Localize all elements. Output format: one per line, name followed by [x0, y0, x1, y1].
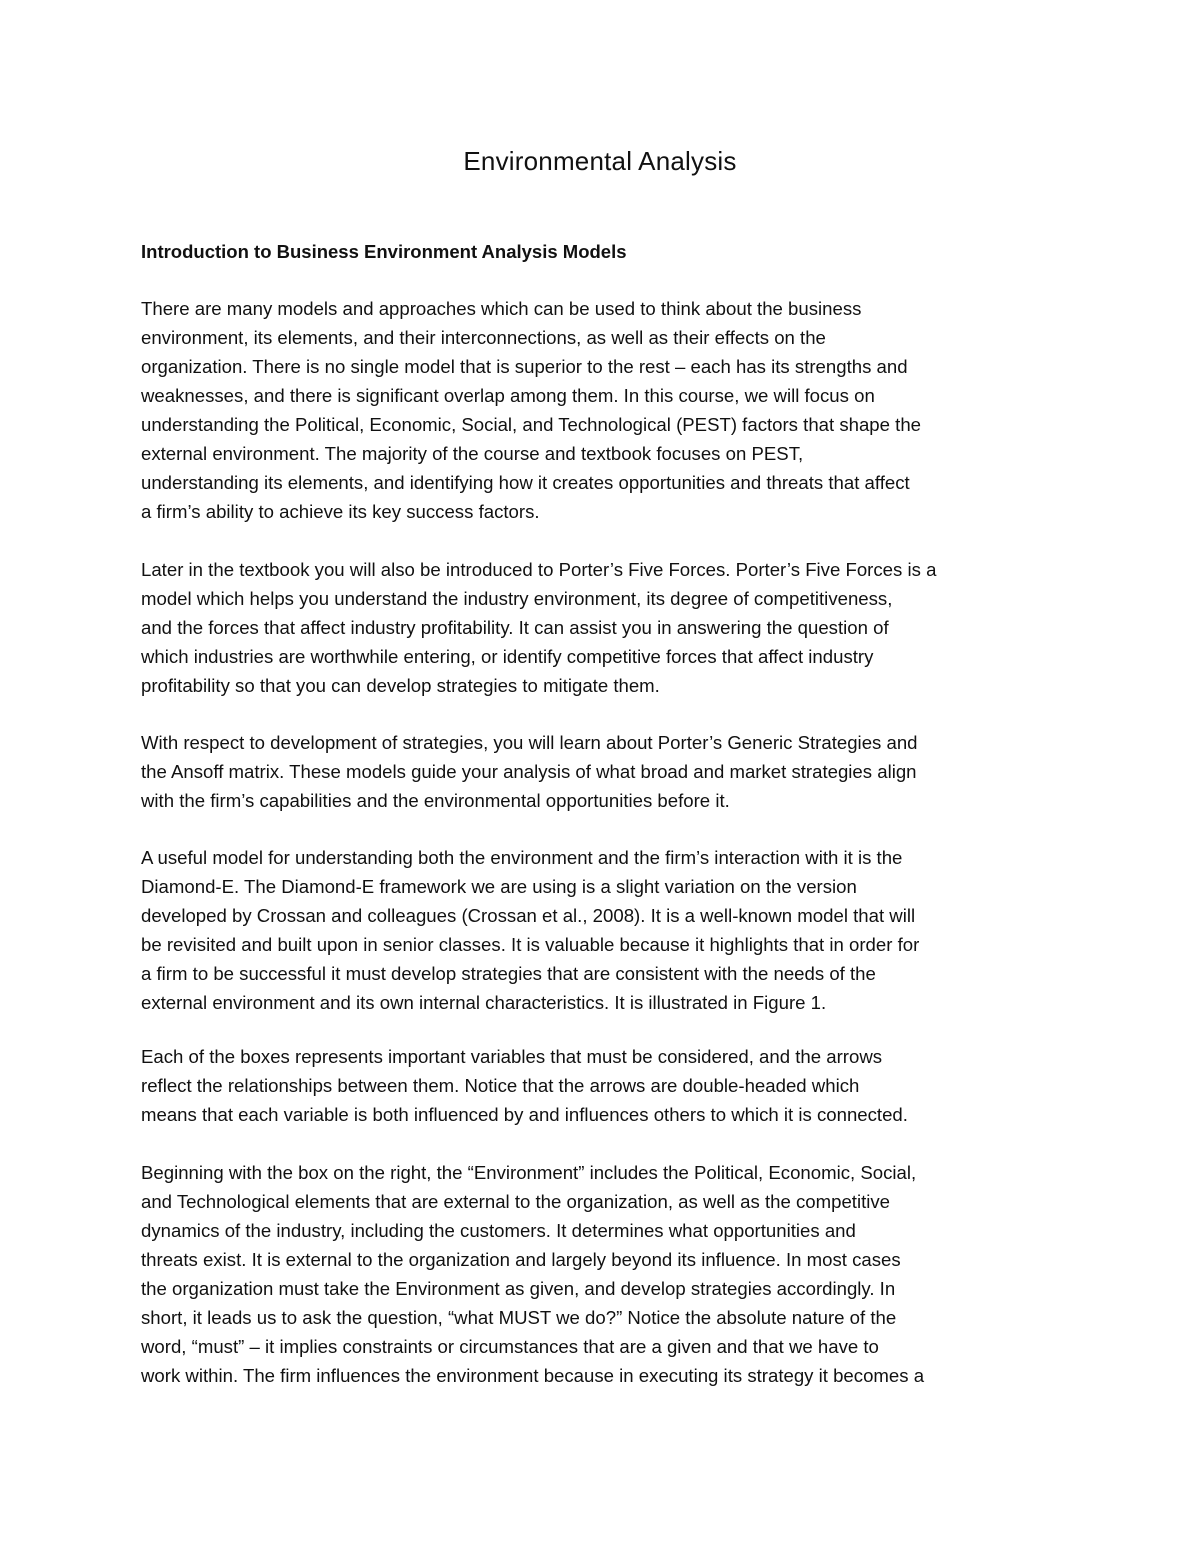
paragraph-line: a firm to be successful it must develop strategies that are consistent with the needs of the — [141, 963, 876, 984]
document-title: Environmental Analysis — [463, 146, 737, 176]
paragraph-line: There are many models and approaches which can be used to think about the business — [141, 298, 862, 319]
paragraph-diamond-e — [141, 843, 1081, 1017]
paragraph-line: means that each variable is both influenced by and influences others to which it is connected. — [141, 1104, 908, 1125]
paragraph-line: and the forces that affect industry profitability. It can assist you in answering the question of — [141, 617, 889, 638]
paragraph-line: threats exist. It is external to the organization and largely beyond its influence. In most cases — [141, 1249, 901, 1270]
paragraph-line: external environment and its own internal characteristics. It is illustrated in Figure 1. — [141, 992, 827, 1013]
paragraph-line: word, “must” – it implies constraints or circumstances that are a given and that we have to — [141, 1336, 879, 1357]
paragraph-line: Diamond-E. The Diamond-E framework we are using is a slight variation on the version — [141, 876, 857, 897]
paragraph-line: the organization must take the Environment as given, and develop strategies accordingly. In — [141, 1278, 896, 1299]
paragraph-line: dynamics of the industry, including the customers. It determines what opportunities and — [141, 1220, 856, 1241]
paragraph-line: developed by Crossan and colleagues (Crossan et al., 2008). It is a well-known model that will — [141, 905, 916, 926]
paragraph-line: weaknesses, and there is significant overlap among them. In this course, we will focus on — [141, 385, 875, 406]
paragraph-line: With respect to development of strategies, you will learn about Porter’s Generic Strategies and — [141, 732, 918, 753]
paragraph-line: be revisited and built upon in senior classes. It is valuable because it highlights that in order for — [141, 934, 920, 955]
paragraph-line: which industries are worthwhile entering, or identify competitive forces that affect industry — [141, 646, 874, 667]
section-heading: Introduction to Business Environment Analysis Models — [141, 241, 627, 262]
paragraph-line: external environment. The majority of the course and textbook focuses on PEST, — [141, 443, 804, 464]
paragraph-boxes-arrows — [141, 1042, 1081, 1129]
paragraph-line: understanding its elements, and identifying how it creates opportunities and threats that affect — [141, 472, 910, 493]
paragraph-line: Beginning with the box on the right, the “Environment” includes the Political, Economic, Social, — [141, 1162, 917, 1183]
paragraph-generic-strategies — [141, 728, 1081, 815]
paragraph-pest-intro — [141, 294, 1081, 526]
paragraph-line: and Technological elements that are external to the organization, as well as the competitive — [141, 1191, 891, 1212]
paragraph-line: with the firm’s capabilities and the environmental opportunities before it. — [141, 790, 730, 811]
paragraph-line: short, it leads us to ask the question, “what MUST we do?” Notice the absolute nature of the — [141, 1307, 897, 1328]
paragraph-line: Later in the textbook you will also be introduced to Porter’s Five Forces. Porter’s Five Forces is a — [141, 559, 937, 580]
paragraph-line: understanding the Political, Economic, Social, and Technological (PEST) factors that shape the — [141, 414, 922, 435]
paragraph-line: A useful model for understanding both the environment and the firm’s interaction with it is the — [141, 847, 903, 868]
paragraph-line: reflect the relationships between them. Notice that the arrows are double-headed which — [141, 1075, 860, 1096]
paragraph-line: model which helps you understand the industry environment, its degree of competitiveness, — [141, 588, 893, 609]
paragraph-line: a firm’s ability to achieve its key success factors. — [141, 501, 540, 522]
paragraph-line: Each of the boxes represents important variables that must be considered, and the arrows — [141, 1046, 883, 1067]
paragraph-five-forces — [141, 555, 1081, 700]
paragraph-line: profitability so that you can develop strategies to mitigate them. — [141, 675, 660, 696]
paragraph-line: the Ansoff matrix. These models guide your analysis of what broad and market strategies align — [141, 761, 917, 782]
paragraph-environment-box — [141, 1158, 1081, 1390]
paragraph-line: work within. The firm influences the environment because in executing its strategy it becomes a — [141, 1365, 925, 1386]
paragraph-line: organization. There is no single model that is superior to the rest – each has its strengths and — [141, 356, 908, 377]
paragraph-line: environment, its elements, and their interconnections, as well as their effects on the — [141, 327, 826, 348]
